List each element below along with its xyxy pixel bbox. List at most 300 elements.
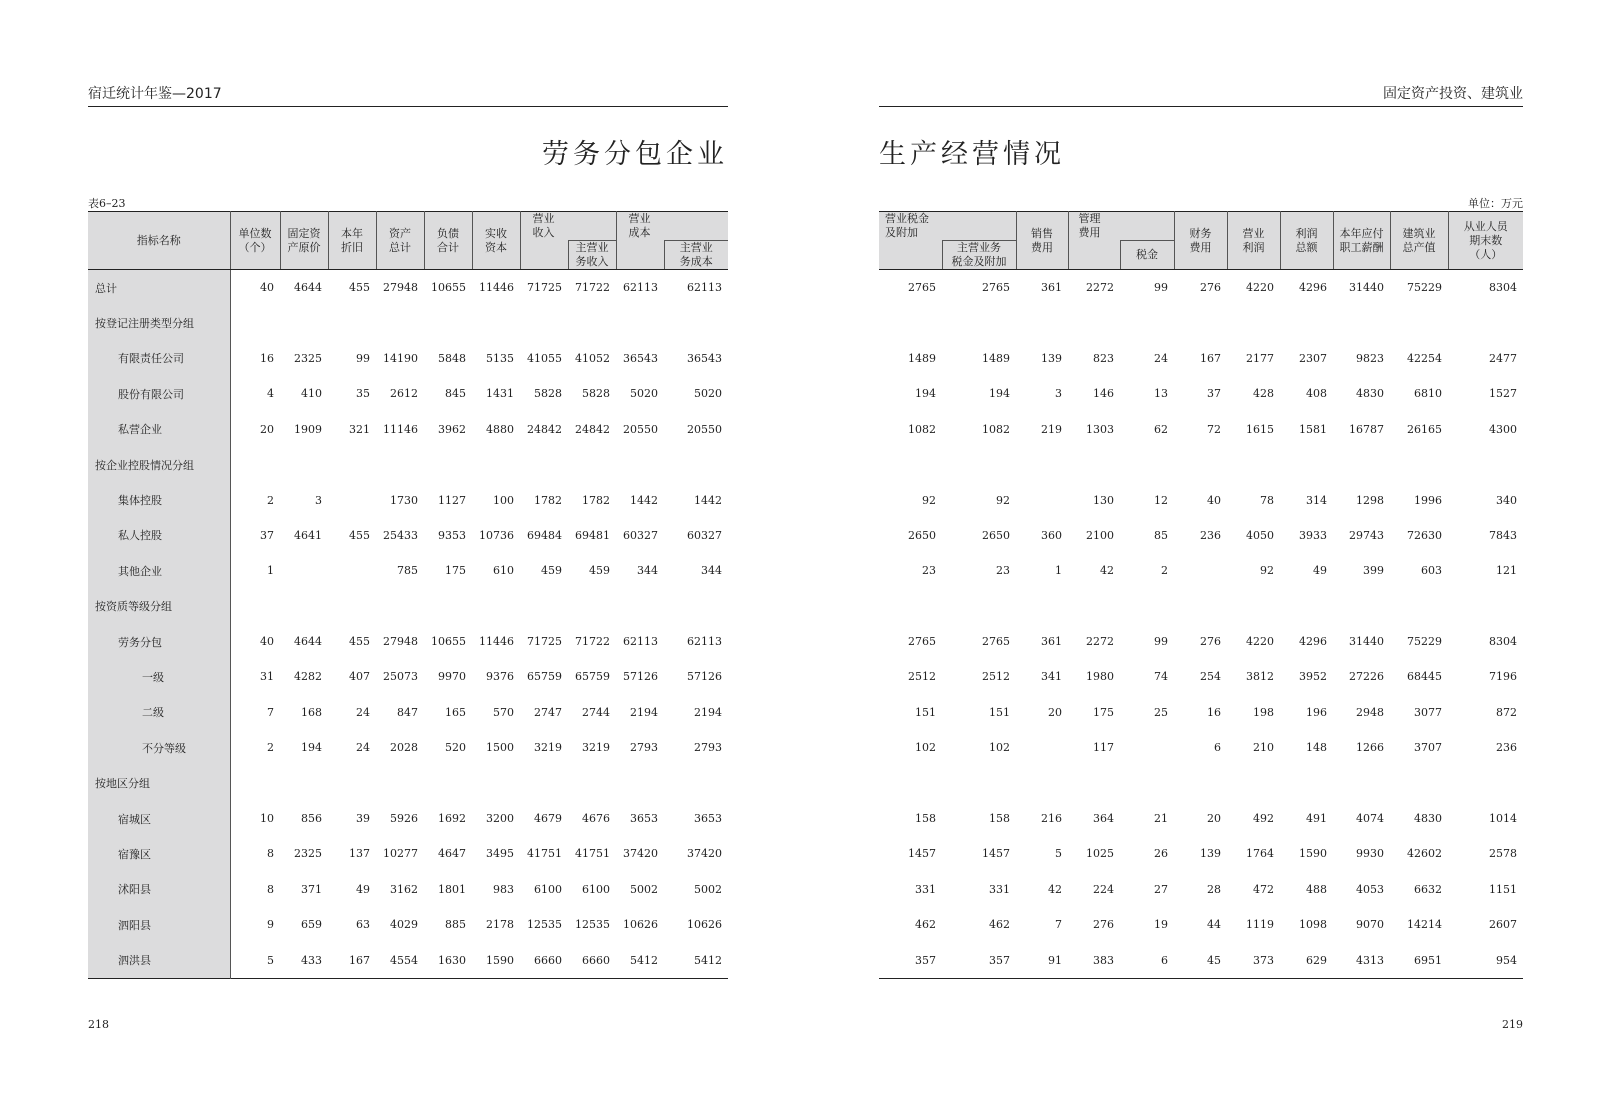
table-cell: 492	[1253, 812, 1274, 826]
table-cell: 236	[1496, 741, 1517, 755]
table-cell: 65759	[527, 670, 562, 684]
table-cell	[1390, 447, 1448, 482]
table-cell: 10	[260, 812, 274, 826]
table-cell	[280, 765, 328, 800]
table-cell: 2	[1161, 564, 1168, 578]
table-cell: 321	[349, 422, 370, 436]
table-cell: 62113	[623, 635, 658, 649]
table-cell: 10626	[623, 918, 658, 932]
table-cell	[328, 482, 376, 517]
table-cell: 210	[1253, 741, 1274, 755]
table-cell	[1174, 589, 1227, 624]
left-table-body	[88, 270, 728, 979]
table-cell: 357	[989, 953, 1010, 967]
table-cell: 4029	[390, 918, 418, 932]
table-row	[88, 836, 728, 871]
table-cell	[1448, 765, 1523, 800]
table-row	[879, 907, 1523, 942]
table-cell: 14190	[383, 351, 418, 365]
row-label: 宿城区	[88, 801, 230, 836]
table-cell: 5926	[390, 812, 418, 826]
table-cell: 31440	[1349, 635, 1384, 649]
table-cell: 4074	[1356, 812, 1384, 826]
table-cell: 26165	[1407, 422, 1442, 436]
table-cell: 23	[996, 564, 1010, 578]
table-cell: 4830	[1356, 387, 1384, 401]
table-cell	[472, 305, 520, 340]
table-cell: 2194	[630, 705, 658, 719]
table-cell	[1390, 305, 1448, 340]
table-cell: 3962	[438, 422, 466, 436]
table-row	[879, 270, 1523, 306]
table-cell: 1527	[1489, 387, 1517, 401]
table-cell: 2325	[294, 847, 322, 861]
table-cell: 3219	[582, 741, 610, 755]
table-cell: 1590	[1299, 847, 1327, 861]
row-label: 按企业控股情况分组	[88, 447, 230, 482]
table-cell	[1016, 305, 1068, 340]
table-cell: 168	[301, 705, 322, 719]
table-cell: 31440	[1349, 281, 1384, 295]
table-cell	[520, 589, 568, 624]
table-cell: 2272	[1086, 281, 1114, 295]
table-cell	[616, 589, 664, 624]
table-cell: 1590	[486, 953, 514, 967]
table-cell: 20550	[623, 422, 658, 436]
table-cell: 3200	[486, 812, 514, 826]
table-cell: 41052	[575, 351, 610, 365]
table-cell: 24	[356, 741, 370, 755]
table-cell: 19	[1154, 918, 1168, 932]
table-cell: 433	[301, 953, 322, 967]
running-head-left: 宿迁统计年鉴—2017	[88, 84, 728, 107]
table-cell: 3933	[1299, 528, 1327, 542]
table-row	[879, 730, 1523, 765]
table-cell: 41055	[527, 351, 562, 365]
table-row	[879, 412, 1523, 447]
table-row	[88, 376, 728, 411]
table-cell: 3653	[694, 812, 722, 826]
table-cell: 629	[1306, 953, 1327, 967]
table-cell: 570	[493, 705, 514, 719]
table-cell: 102	[989, 741, 1010, 755]
table-cell	[1068, 305, 1120, 340]
table-number: 表6–23	[88, 197, 126, 210]
header-units	[230, 212, 280, 270]
table-cell: 3812	[1246, 670, 1274, 684]
row-label: 集体控股	[88, 482, 230, 517]
table-cell: 5412	[630, 953, 658, 967]
table-cell: 151	[915, 705, 936, 719]
page-number-right: 219	[1502, 1018, 1523, 1031]
header-total-liabilities-text: 负债 合计	[437, 226, 459, 254]
table-cell: 24	[1154, 351, 1168, 365]
table-cell: 27948	[383, 281, 418, 295]
table-cell: 459	[589, 564, 610, 578]
table-cell: 254	[1200, 670, 1221, 684]
table-cell: 3952	[1299, 670, 1327, 684]
table-cell: 2793	[694, 741, 722, 755]
header-units-text: 单位数 （个）	[238, 226, 272, 254]
table-cell: 491	[1306, 812, 1327, 826]
table-cell: 520	[445, 741, 466, 755]
table-cell: 9376	[486, 670, 514, 684]
header-total-profit-text: 利润 总额	[1295, 226, 1318, 254]
table-cell	[472, 447, 520, 482]
table-cell: 872	[1496, 705, 1517, 719]
table-cell: 37420	[687, 847, 722, 861]
table-cell: 57126	[687, 670, 722, 684]
table-cell	[879, 305, 942, 340]
table-cell: 340	[1496, 493, 1517, 507]
table-cell	[879, 765, 942, 800]
table-cell	[1333, 765, 1390, 800]
table-cell: 167	[1200, 351, 1221, 365]
table-cell: 1782	[582, 493, 610, 507]
table-cell: 236	[1200, 528, 1221, 542]
table-cell: 194	[989, 387, 1010, 401]
header-main-cost-text: 主营业 务成本	[679, 241, 713, 268]
table-cell: 4296	[1299, 635, 1327, 649]
table-cell: 2747	[534, 705, 562, 719]
running-head-right: 固定资产投资、建筑业	[879, 84, 1523, 107]
right-table-body	[879, 270, 1523, 979]
table-cell: 175	[445, 564, 466, 578]
table-cell: 2578	[1489, 847, 1517, 861]
table-row	[879, 872, 1523, 907]
table-cell: 1457	[908, 847, 936, 861]
table-cell: 42	[1048, 882, 1062, 896]
table-cell: 62113	[687, 281, 722, 295]
table-cell: 1500	[486, 741, 514, 755]
table-cell: 12535	[575, 918, 610, 932]
table-cell: 7196	[1489, 670, 1517, 684]
table-cell: 20	[1207, 812, 1221, 826]
table-cell: 42	[1100, 564, 1114, 578]
table-cell: 40	[1207, 493, 1221, 507]
table-cell	[1016, 765, 1068, 800]
table-cell: 68445	[1407, 670, 1442, 684]
table-cell	[1280, 589, 1333, 624]
table-cell: 224	[1093, 882, 1114, 896]
table-cell: 158	[915, 812, 936, 826]
header-depreciation-text: 本年 折旧	[341, 226, 363, 254]
table-cell	[328, 553, 376, 588]
table-cell: 12	[1154, 493, 1168, 507]
header-total-profit	[1280, 212, 1333, 270]
table-cell: 6660	[582, 953, 610, 967]
table-cell: 361	[1041, 635, 1062, 649]
table-cell	[616, 447, 664, 482]
header-main-revenue	[568, 241, 616, 270]
table-cell	[1174, 305, 1227, 340]
table-row	[88, 659, 728, 694]
table-cell	[424, 447, 472, 482]
table-cell: 216	[1041, 812, 1062, 826]
page-title-left: 劳务分包企业	[542, 139, 728, 170]
table-cell: 194	[301, 741, 322, 755]
table-cell: 62113	[687, 635, 722, 649]
header-total-assets-text: 资产 总计	[389, 226, 411, 254]
table-cell: 175	[1093, 705, 1114, 719]
table-cell: 4644	[294, 635, 322, 649]
table-cell	[376, 589, 424, 624]
table-cell: 2028	[390, 741, 418, 755]
table-cell: 9823	[1356, 351, 1384, 365]
page-number-left: 218	[88, 1018, 109, 1031]
table-cell: 92	[1260, 564, 1274, 578]
table-cell: 1730	[390, 493, 418, 507]
table-cell: 20550	[687, 422, 722, 436]
table-cell: 24842	[575, 422, 610, 436]
header-admin-expenses	[1068, 212, 1174, 241]
table-cell: 72	[1207, 422, 1221, 436]
header-employees-text: 从业人员 期末数 （人）	[1463, 219, 1508, 261]
table-cell: 198	[1253, 705, 1274, 719]
table-cell: 4296	[1299, 281, 1327, 295]
table-cell: 6	[1214, 741, 1221, 755]
table-cell: 3	[1055, 387, 1062, 401]
header-paid-in-capital	[472, 212, 520, 270]
table-cell: 3219	[534, 741, 562, 755]
table-row	[88, 765, 728, 800]
table-row	[88, 447, 728, 482]
table-row	[88, 872, 728, 907]
table-cell: 62	[1154, 422, 1168, 436]
table-cell: 63	[356, 918, 370, 932]
table-cell: 5828	[582, 387, 610, 401]
table-cell: 3707	[1414, 741, 1442, 755]
table-cell: 610	[493, 564, 514, 578]
table-cell: 137	[349, 847, 370, 861]
table-row	[879, 305, 1523, 340]
table-cell: 2194	[694, 705, 722, 719]
table-cell: 2612	[390, 387, 418, 401]
table-cell	[1333, 447, 1390, 482]
table-cell: 9353	[438, 528, 466, 542]
header-financial-expenses	[1174, 212, 1227, 270]
table-cell	[376, 765, 424, 800]
table-cell	[1016, 482, 1068, 517]
table-cell	[568, 765, 616, 800]
table-cell	[942, 589, 1016, 624]
table-cell: 146	[1093, 387, 1114, 401]
header-paid-in-capital-text: 实收 资本	[485, 226, 507, 254]
header-main-revenue-text: 主营业 务收入	[575, 241, 609, 268]
table-cell: 276	[1200, 635, 1221, 649]
header-main-cost	[664, 241, 728, 270]
table-cell: 29743	[1349, 528, 1384, 542]
table-row	[879, 589, 1523, 624]
table-cell	[568, 447, 616, 482]
table-row	[879, 836, 1523, 871]
table-cell	[879, 447, 942, 482]
header-fixed-assets-text: 固定资 产原价	[287, 226, 321, 254]
row-label: 私营企业	[88, 412, 230, 447]
table-cell: 44	[1207, 918, 1221, 932]
table-cell: 856	[301, 812, 322, 826]
header-depreciation	[328, 212, 376, 270]
table-row	[88, 341, 728, 376]
table-cell: 603	[1421, 564, 1442, 578]
table-cell: 2948	[1356, 705, 1384, 719]
right-page	[804, 0, 1609, 1099]
header-operating-profit	[1227, 212, 1280, 270]
table-cell	[1448, 447, 1523, 482]
table-cell: 488	[1306, 882, 1327, 896]
table-cell: 2307	[1299, 351, 1327, 365]
table-cell	[568, 589, 616, 624]
table-cell	[520, 305, 568, 340]
row-label: 总计	[88, 270, 230, 306]
table-cell: 23	[922, 564, 936, 578]
table-cell: 60327	[623, 528, 658, 542]
header-taxes: 税金	[1120, 241, 1174, 270]
table-cell	[1068, 765, 1120, 800]
table-row	[879, 695, 1523, 730]
table-cell: 6660	[534, 953, 562, 967]
table-cell: 4830	[1414, 812, 1442, 826]
table-cell: 40	[260, 281, 274, 295]
table-cell	[280, 305, 328, 340]
table-cell: 71725	[527, 635, 562, 649]
table-cell: 7843	[1489, 528, 1517, 542]
table-cell: 41751	[527, 847, 562, 861]
table-cell: 49	[1313, 564, 1327, 578]
table-cell: 71722	[575, 635, 610, 649]
table-cell: 4647	[438, 847, 466, 861]
table-cell: 16787	[1349, 422, 1384, 436]
table-cell	[280, 553, 328, 588]
table-cell: 148	[1306, 741, 1327, 755]
table-cell: 1	[267, 564, 274, 578]
table-cell	[1120, 589, 1174, 624]
table-cell: 9970	[438, 670, 466, 684]
table-cell: 2765	[982, 635, 1010, 649]
table-row	[879, 659, 1523, 694]
table-cell: 2100	[1086, 528, 1114, 542]
table-cell	[328, 447, 376, 482]
table-cell	[1227, 305, 1280, 340]
table-cell: 2477	[1489, 351, 1517, 365]
table-cell: 331	[989, 882, 1010, 896]
table-cell: 1151	[1489, 882, 1517, 896]
table-cell: 10655	[431, 635, 466, 649]
table-cell	[376, 447, 424, 482]
table-row	[88, 482, 728, 517]
table-cell	[230, 447, 280, 482]
table-cell: 845	[445, 387, 466, 401]
table-cell: 165	[445, 705, 466, 719]
table-cell: 2765	[982, 281, 1010, 295]
table-row	[88, 518, 728, 553]
table-cell: 4300	[1489, 422, 1517, 436]
table-cell: 25433	[383, 528, 418, 542]
table-cell: 1581	[1299, 422, 1327, 436]
table-cell: 9930	[1356, 847, 1384, 861]
table-cell: 1266	[1356, 741, 1384, 755]
table-cell: 25	[1154, 705, 1168, 719]
table-cell: 5002	[694, 882, 722, 896]
table-cell	[328, 305, 376, 340]
table-cell	[280, 447, 328, 482]
table-cell: 1630	[438, 953, 466, 967]
table-cell	[328, 765, 376, 800]
header-business-tax	[879, 212, 1016, 241]
table-cell: 99	[1154, 635, 1168, 649]
table-cell: 428	[1253, 387, 1274, 401]
table-cell: 2744	[582, 705, 610, 719]
table-cell: 16	[1207, 705, 1221, 719]
table-cell	[472, 765, 520, 800]
table-cell: 99	[1154, 281, 1168, 295]
table-cell	[1174, 765, 1227, 800]
table-row	[88, 305, 728, 340]
header-admin-expenses-text: 管理 费用	[1078, 212, 1101, 239]
table-cell: 4050	[1246, 528, 1274, 542]
table-cell: 847	[397, 705, 418, 719]
row-label: 泗阳县	[88, 907, 230, 942]
row-label: 不分等级	[88, 730, 230, 765]
table-cell	[230, 765, 280, 800]
table-row	[88, 589, 728, 624]
table-cell: 28	[1207, 882, 1221, 896]
table-cell: 4282	[294, 670, 322, 684]
table-cell	[1333, 305, 1390, 340]
table-cell: 1119	[1246, 918, 1274, 932]
row-label: 劳务分包	[88, 624, 230, 659]
table-cell: 823	[1093, 351, 1114, 365]
table-cell: 2765	[908, 635, 936, 649]
table-cell: 1801	[438, 882, 466, 896]
table-cell: 399	[1363, 564, 1384, 578]
table-cell: 92	[996, 493, 1010, 507]
table-cell	[1390, 765, 1448, 800]
table-cell: 10626	[687, 918, 722, 932]
table-cell: 4641	[294, 528, 322, 542]
table-cell: 5828	[534, 387, 562, 401]
table-cell: 1489	[908, 351, 936, 365]
table-cell: 341	[1041, 670, 1062, 684]
header-fixed-assets	[280, 212, 328, 270]
table-cell: 360	[1041, 528, 1062, 542]
row-label: 按地区分组	[88, 765, 230, 800]
table-cell: 1098	[1299, 918, 1327, 932]
table-cell: 69484	[527, 528, 562, 542]
table-cell: 139	[1200, 847, 1221, 861]
table-cell: 1996	[1414, 493, 1442, 507]
table-cell: 5412	[694, 953, 722, 967]
table-cell	[1016, 730, 1068, 765]
table-cell	[879, 589, 942, 624]
table-cell: 5002	[630, 882, 658, 896]
table-cell	[1333, 589, 1390, 624]
table-cell: 2793	[630, 741, 658, 755]
table-cell	[1068, 447, 1120, 482]
table-row	[88, 412, 728, 447]
table-cell: 407	[349, 670, 370, 684]
table-cell	[230, 589, 280, 624]
table-cell: 16	[260, 351, 274, 365]
table-cell: 60327	[687, 528, 722, 542]
table-cell: 4313	[1356, 953, 1384, 967]
table-cell: 9	[267, 918, 274, 932]
table-cell: 151	[989, 705, 1010, 719]
table-cell: 31	[260, 670, 274, 684]
header-operating-profit-text: 营业 利润	[1242, 226, 1265, 254]
header-main-business-tax-text: 主营业务 税金及附加	[951, 241, 1007, 268]
table-cell	[942, 765, 1016, 800]
